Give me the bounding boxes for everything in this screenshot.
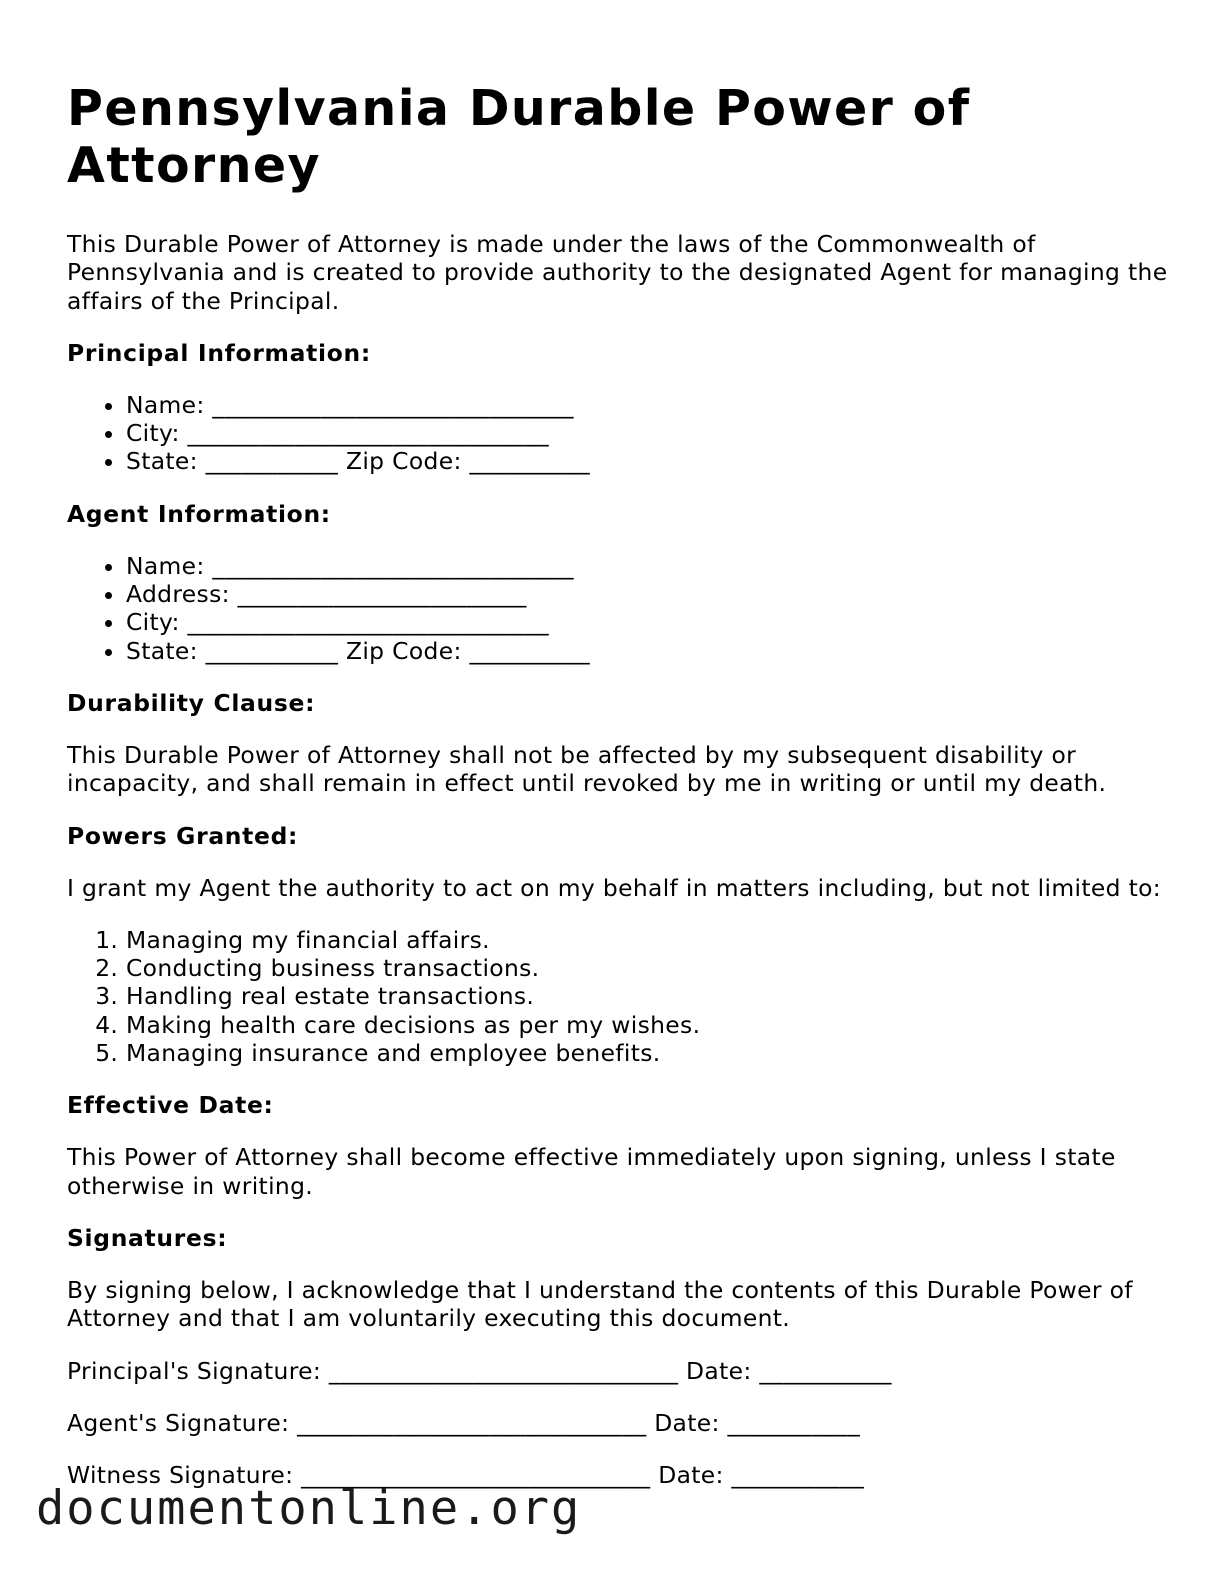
principal-heading: Principal Information: <box>67 338 371 367</box>
watermark: documentonline.org <box>36 1481 582 1536</box>
principal-fields-list <box>67 391 1177 476</box>
signatures-paragraph: By signing below, I acknowledge that I understand the contents of this Durable Power of Attorney and that I am voluntarily executing this document. <box>67 1275 1133 1333</box>
effective-date-heading: Effective Date: <box>67 1091 274 1120</box>
agent-heading: Agent Information: <box>67 499 331 528</box>
witness-signature-line: Witness Signature: _____________________________ Date: ___________ <box>67 1461 865 1490</box>
power-item: 5. Managing insurance and employee benefits. <box>126 1039 1177 1067</box>
agent-signature-line: Agent's Signature: _____________________________ Date: ___________ <box>67 1408 861 1437</box>
intro-paragraph: This Durable Power of Attorney is made under the laws of the Commonwealth of Pennsylvania and is created to provide authority to the designated Agent for managing the affairs of the Principal. <box>67 230 1168 315</box>
agent-address-field: • Address: ________________________ <box>126 580 1177 608</box>
agent-state-zip-field: • State: ___________ Zip Code: __________ <box>126 637 1177 665</box>
power-item: 2. Conducting business transactions. <box>126 954 1177 982</box>
power-item: 1. Managing my financial affairs. <box>126 926 1177 954</box>
agent-city-field: • City: ______________________________ <box>126 608 1177 636</box>
powers-list <box>67 926 1177 1067</box>
principal-name-field: • Name: ______________________________ <box>126 391 1177 419</box>
powers-paragraph: I grant my Agent the authority to act on my behalf in matters including, but not limited to: <box>67 873 1162 902</box>
powers-heading: Powers Granted: <box>67 821 299 850</box>
durability-paragraph: This Durable Power of Attorney shall not be affected by my subsequent disability or incapacity, and shall remain in effect until revoked by me in writing or until my death. <box>67 740 1107 798</box>
durability-heading: Durability Clause: <box>67 688 316 717</box>
document-title: Pennsylvania Durable Power of Attorney <box>67 80 971 194</box>
document-page <box>67 80 1177 1513</box>
principal-signature-line: Principal's Signature: _____________________________ Date: ___________ <box>67 1356 892 1385</box>
agent-fields-list <box>67 552 1177 665</box>
signatures-heading: Signatures: <box>67 1223 228 1252</box>
agent-name-field: • Name: ______________________________ <box>126 552 1177 580</box>
power-item: 4. Making health care decisions as per my wishes. <box>126 1011 1177 1039</box>
principal-city-field: • City: ______________________________ <box>126 419 1177 447</box>
principal-state-zip-field: • State: ___________ Zip Code: __________ <box>126 447 1177 475</box>
power-item: 3. Handling real estate transactions. <box>126 982 1177 1010</box>
effective-date-paragraph: This Power of Attorney shall become effective immediately upon signing, unless I state otherwise in writing. <box>67 1143 1116 1200</box>
